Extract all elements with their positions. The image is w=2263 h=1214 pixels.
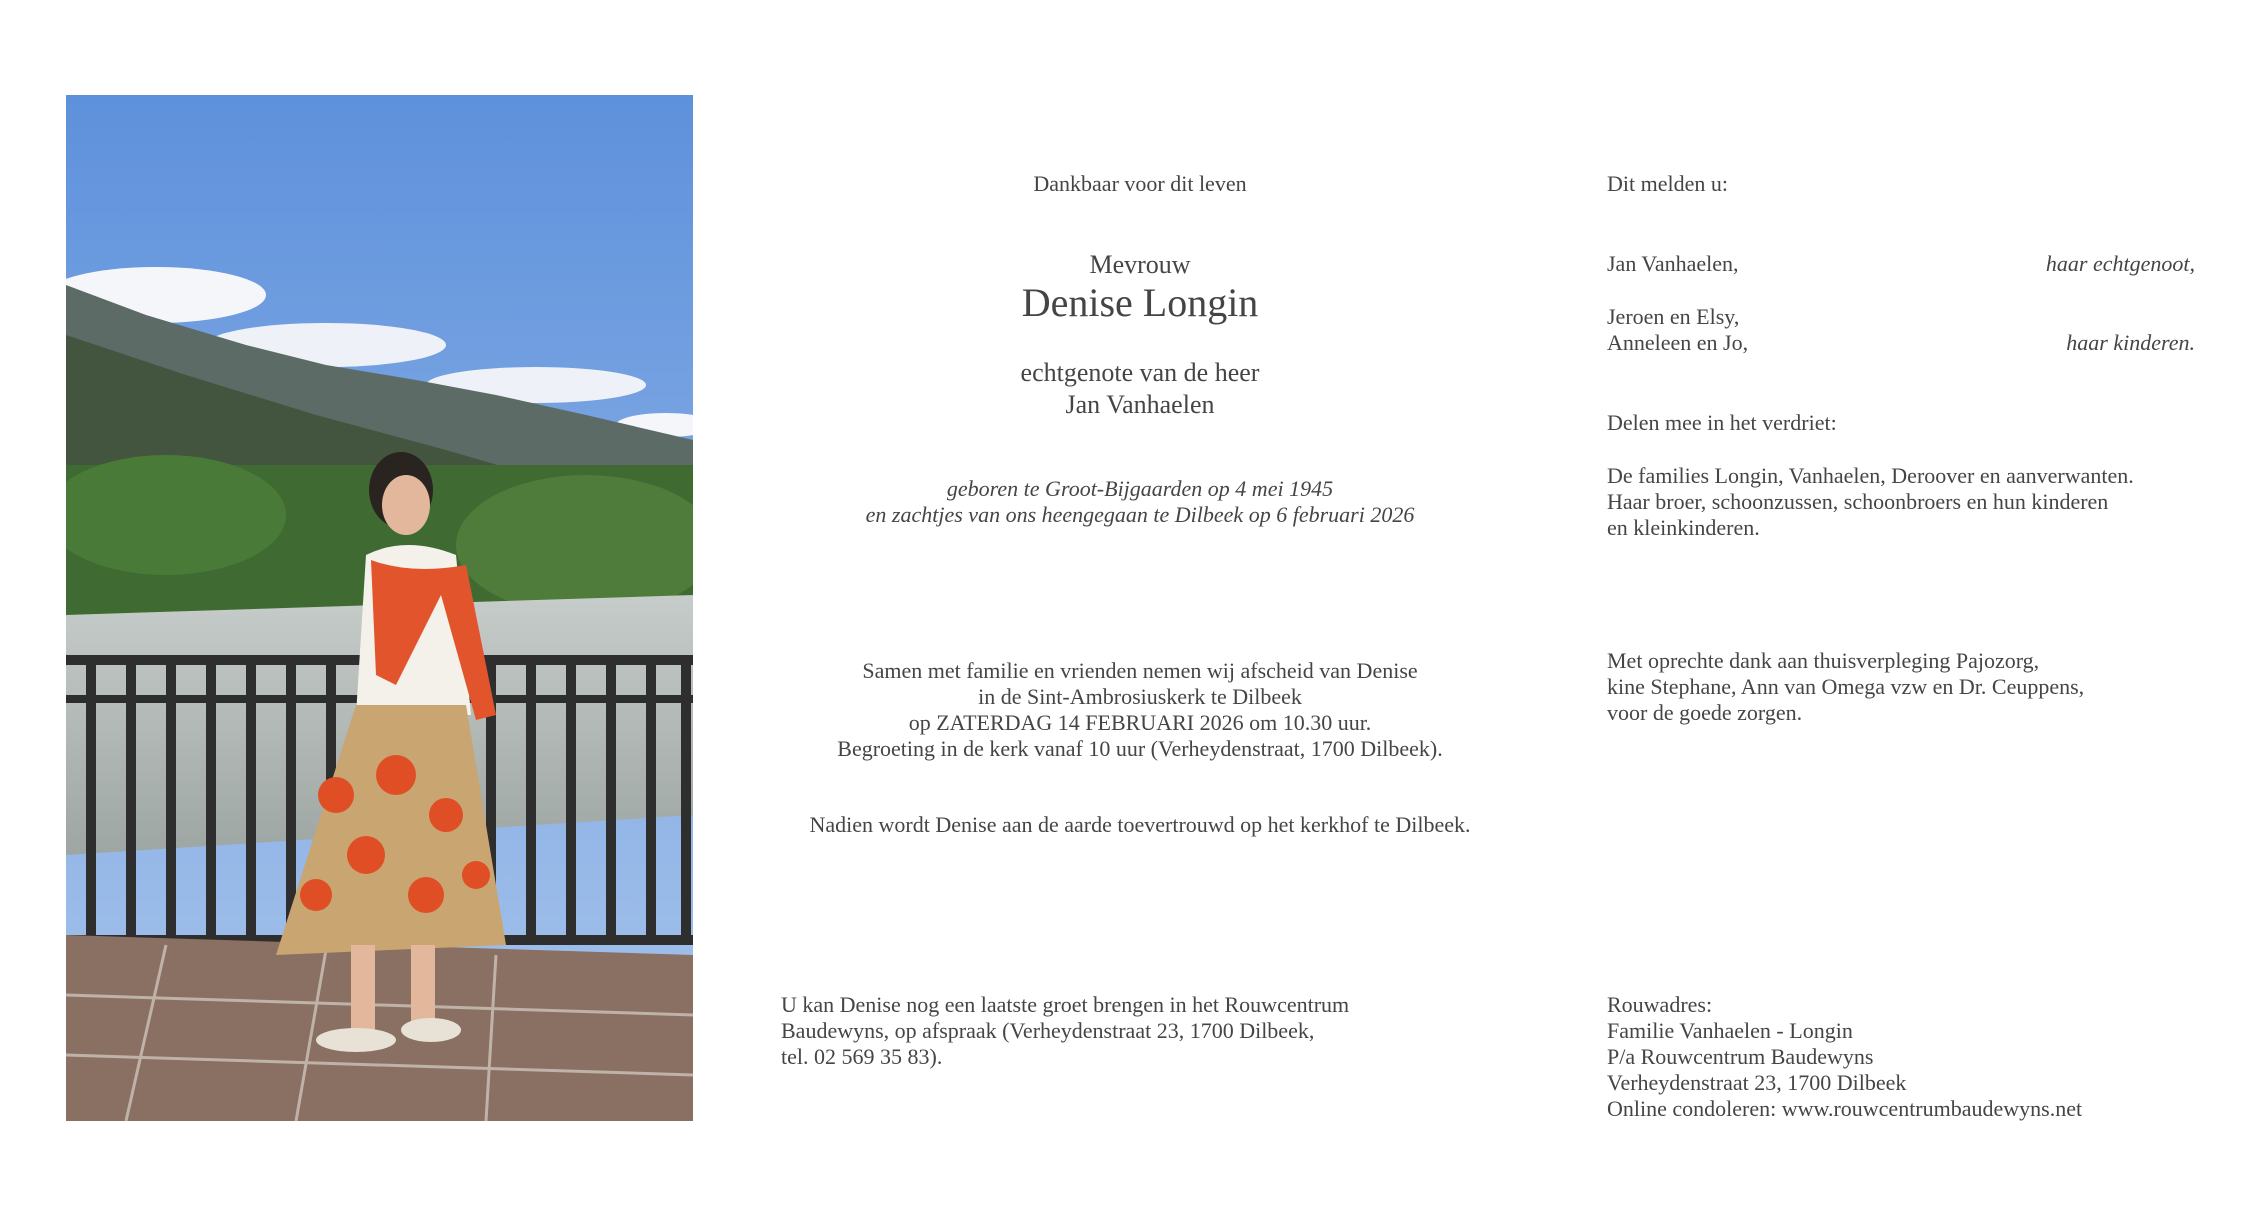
thanks-line: voor de goede zorgen. <box>1607 700 1803 725</box>
born-line: geboren te Groot-Bijgaarden op 4 mei 1945 <box>946 476 1334 501</box>
address-line: Online condoleren: www.rouwcentrumbaudewyns.net <box>1607 1096 2083 1121</box>
husband-role: haar echtgenoot, <box>2045 251 2195 276</box>
spouse-name: Jan Vanhaelen <box>1065 390 1215 419</box>
address-line: Verheydenstraat 23, 1700 Dilbeek <box>1607 1070 1907 1095</box>
child-row <box>1607 330 2195 356</box>
child-name: Jeroen en Elsy, <box>1607 304 1740 329</box>
ceremony-line: Begroeting in de kerk vanaf 10 uur (Verheydenstraat, 1700 Dilbeek). <box>837 736 1443 761</box>
child-row <box>1607 304 2195 330</box>
address-line: P/a Rouwcentrum Baudewyns <box>1607 1044 1874 1069</box>
families-line: Haar broer, schoonzussen, schoonbroers en hun kinderen <box>1607 489 2109 514</box>
child-name: Anneleen en Jo, <box>1607 330 1749 355</box>
deceased-block <box>760 250 1520 326</box>
burial-block <box>760 812 1520 838</box>
thanks-line: Met oprechte dank aan thuisverpleging Pajozorg, <box>1607 648 2040 673</box>
ceremony-line: Samen met familie en vrienden nemen wij afscheid van Denise <box>862 658 1418 683</box>
spouse-intro: echtgenote van de heer <box>1020 358 1260 387</box>
husband-row <box>1607 251 2195 277</box>
salutation: Mevrouw <box>1089 250 1191 279</box>
thanks-line: kine Stephane, Ann van Omega vzw en Dr. Ceuppens, <box>1607 674 2085 699</box>
families-line: De families Longin, Vanhaelen, Deroover en aanverwanten. <box>1607 463 2134 488</box>
burial-line: Nadien wordt Denise aan de aarde toevertrouwd op het kerkhof te Dilbeek. <box>809 812 1471 837</box>
ceremony-block <box>760 658 1520 762</box>
visit-line: Baudewyns, op afspraak (Verheydenstraat 23, 1700 Dilbeek, <box>781 1018 1315 1043</box>
ceremony-line: op ZATERDAG 14 FEBRUARI 2026 om 10.30 uur. <box>908 710 1372 735</box>
visit-line: U kan Denise nog een laatste groet brengen in het Rouwcentrum <box>781 992 1350 1017</box>
children-block <box>1607 304 2195 356</box>
address-line: Familie Vanhaelen - Longin <box>1607 1018 1853 1043</box>
children-role: haar kinderen. <box>2066 330 2195 355</box>
portrait-photo-illustration <box>66 95 693 1121</box>
died-line: en zachtjes van ons heengegaan te Dilbeek op 6 februari 2026 <box>865 502 1415 527</box>
address-block <box>1607 992 2195 1122</box>
spouse-block <box>760 358 1520 420</box>
deceased-name: Denise Longin <box>1021 280 1259 325</box>
husband-name: Jan Vanhaelen, <box>1607 251 1739 276</box>
portrait-photo <box>66 95 693 1121</box>
address-line: Rouwadres: <box>1607 992 1713 1017</box>
grateful-line: Dankbaar voor dit leven <box>1033 171 1247 196</box>
life-dates-block <box>760 476 1520 528</box>
families-line: en kleinkinderen. <box>1607 515 1760 540</box>
share-line: Delen mee in het verdriet: <box>1607 410 1837 435</box>
grateful-line-block <box>760 171 1520 197</box>
thanks-block <box>1607 648 2195 726</box>
visit-line: tel. 02 569 35 83). <box>781 1044 943 1069</box>
share-block <box>1607 410 2195 436</box>
ceremony-line: in de Sint-Ambrosiuskerk te Dilbeek <box>978 684 1302 709</box>
visit-block <box>781 992 1481 1070</box>
announce-line: Dit melden u: <box>1607 171 1728 196</box>
husband-row-block <box>1607 251 2195 277</box>
families-block <box>1607 463 2195 541</box>
announce-block <box>1607 171 2195 197</box>
